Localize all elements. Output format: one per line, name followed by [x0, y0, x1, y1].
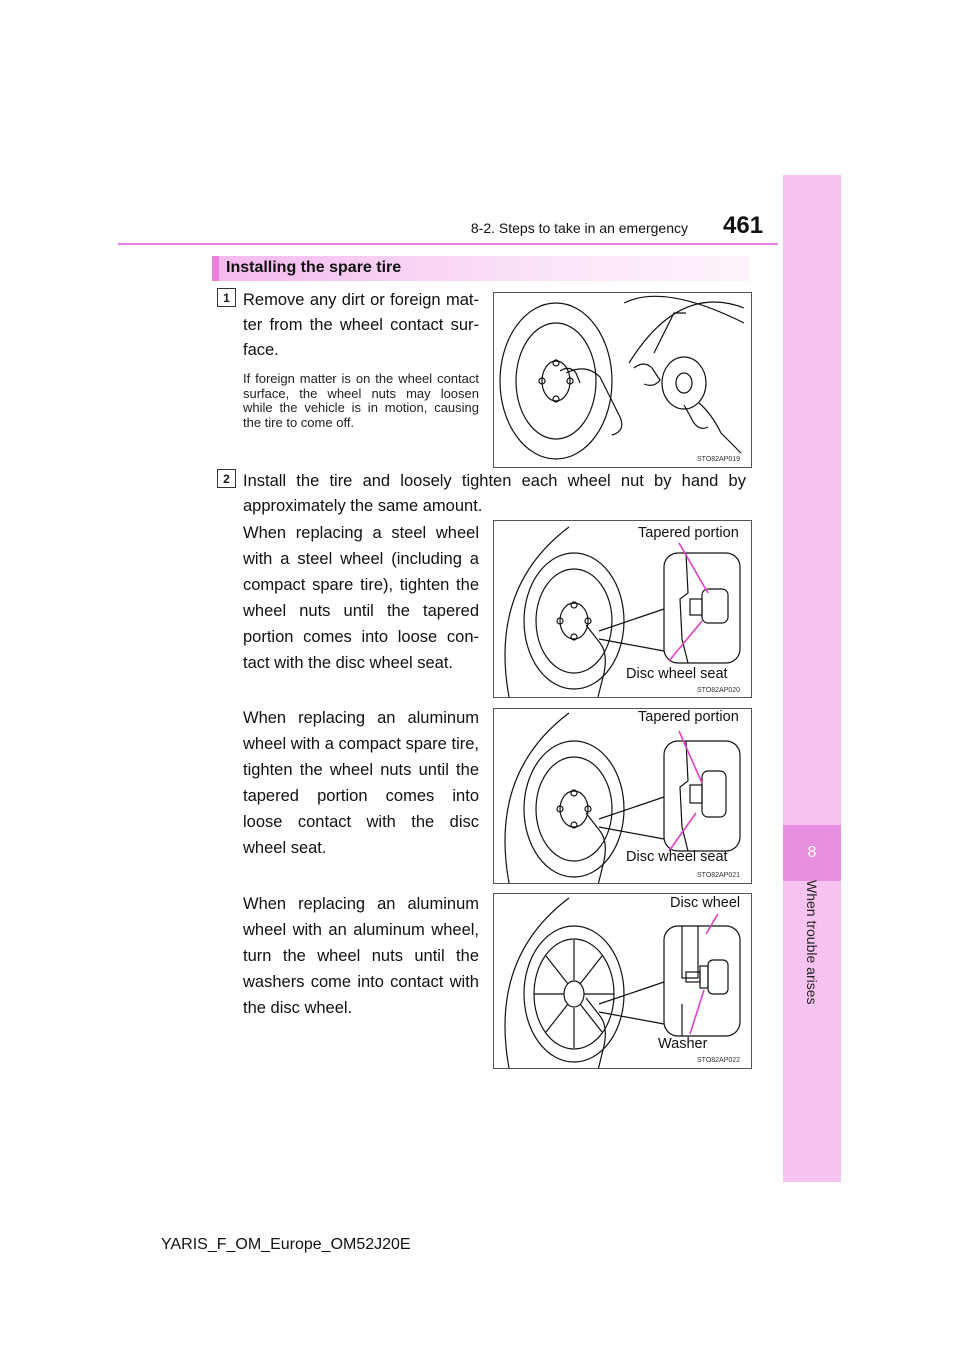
- callout-disc-wheel: Disc wheel: [670, 895, 741, 911]
- callout-tapered-portion-1: Tapered portion: [638, 525, 739, 541]
- chapter-number: 8: [783, 825, 841, 881]
- figure-code-4: STO82AP022: [697, 1057, 741, 1064]
- section-title: Installing the spare tire: [226, 259, 402, 276]
- figure-clean-contact-surface: [493, 292, 752, 468]
- callout-disc-wheel-seat-2: Disc wheel seat: [626, 849, 728, 865]
- step-1-text: Remove any dirt or foreign mat-ter from the wheel contact sur-face.: [243, 291, 479, 359]
- callout-tapered-portion-2: Tapered portion: [638, 709, 739, 725]
- step-number-1: 1: [217, 288, 236, 307]
- aluminum-wheel-illustration: [494, 894, 751, 1068]
- case-aluminum-aluminum-text: When replacing an aluminum wheel with an aluminum wheel, turn the wheel nuts until the washers come into contact with the disc wheel.: [243, 895, 479, 1017]
- callout-washer: Washer: [658, 1036, 708, 1052]
- step-2-text: Install the tire and loosely tighten each wheel nut by hand by approximately the same amount.: [243, 472, 746, 515]
- step-1-note: If foreign matter is on the wheel contact surface, the wheel nuts may loosen while the vehicle is in motion, causing the tire to come off.: [243, 371, 479, 430]
- figure-aluminum-aluminum: [493, 893, 752, 1069]
- chapter-side-tab: [783, 175, 841, 1182]
- page-number: 461: [723, 212, 764, 239]
- tire-cleaning-illustration: [494, 293, 751, 467]
- step-number-2: 2: [217, 469, 236, 488]
- figure-code-3: STO82AP021: [697, 872, 741, 879]
- case-steel-steel-text: When replacing a steel wheel with a steel wheel (including a compact spare tire), tighten the wheel nuts until the tapered portion comes into loose con-tact with the disc wheel seat.: [243, 524, 479, 672]
- running-header: 8-2. Steps to take in an emergency: [470, 220, 688, 236]
- document-footer: YARIS_F_OM_Europe_OM52J20E: [161, 1236, 411, 1253]
- header-rule: [118, 243, 778, 245]
- figure-code-2: STO82AP020: [697, 687, 741, 694]
- chapter-title: When trouble arises: [804, 880, 820, 1005]
- case-aluminum-compact-text: When replacing an aluminum wheel with a compact spare tire, tighten the wheel nuts until the tapered portion comes into loose contact with the disc wheel seat.: [243, 709, 479, 857]
- figure-code-1: STO82AP019: [697, 456, 741, 463]
- callout-disc-wheel-seat-1: Disc wheel seat: [626, 666, 728, 682]
